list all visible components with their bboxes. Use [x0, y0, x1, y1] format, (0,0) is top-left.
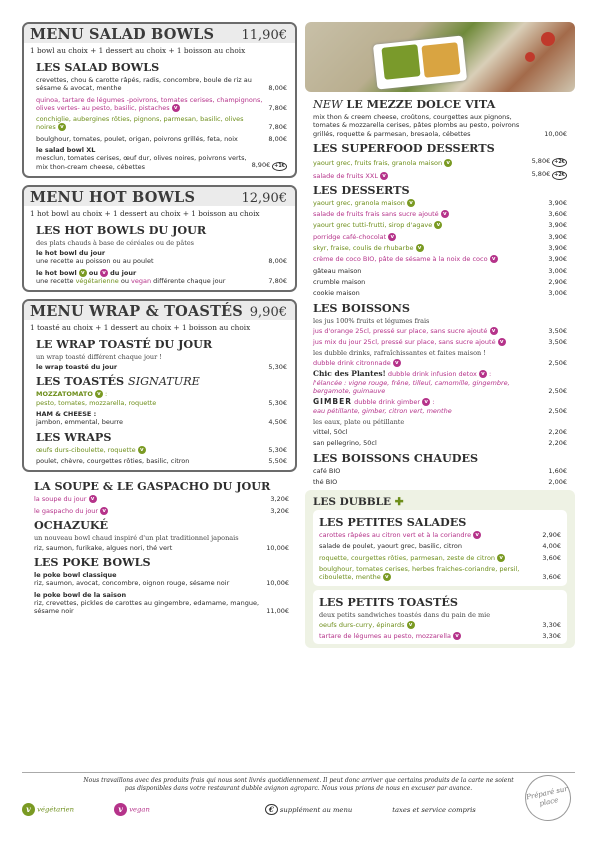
vegetarian-icon: v	[383, 573, 391, 581]
soup-heading: LA SOUPE & LE GASPACHO DU JOUR	[34, 479, 271, 494]
list-item: san pellegrino, 50cl 2,20€	[313, 439, 567, 448]
boissons-list	[313, 327, 567, 347]
list-item: jus d'orange 25cl, pressé sur place, sans sucre ajouté v 3,50€	[313, 326, 567, 335]
wrap-menu-title: MENU WRAP & TOASTÉS	[30, 303, 243, 321]
supplement-badge: +1€	[274, 163, 285, 169]
list-item: la soupe du jour v 3,20€	[34, 495, 289, 504]
list-item: salade de poulet, yaourt grec, basilic, citron 4,00€	[319, 542, 561, 551]
list-item: vittel, 50cl 2,20€	[313, 427, 567, 436]
vegan-icon: v	[473, 531, 481, 539]
list-item: tartare de légumes au pesto, mozzarella v 3,30€	[319, 631, 561, 640]
list-item: le salad bowl XL mesclun, tomates cerises, œuf dur, olives noires, poivrons verts, mix thon-cream cheese, cébettes 8,90€ +1€	[36, 146, 285, 171]
salad-menu-sub: 1 bowl au choix + 1 dessert au choix + 1 boisson au choix	[30, 46, 246, 55]
petites-salades-box	[313, 510, 567, 585]
vegetarian-icon: v	[79, 269, 87, 277]
petites-salades-list	[319, 531, 561, 581]
hot-menu-title: MENU HOT BOWLS	[30, 188, 196, 206]
list-item: dubble drink citronnade v 2,50€	[313, 359, 567, 368]
salad-heading: LES SALAD BOWLS	[36, 60, 160, 74]
petits-toastes-box	[313, 590, 567, 645]
vegan-icon: v	[498, 338, 506, 346]
list-item: jus mix du jour 25cl, pressé sur place, sans sucre ajouté v 3,50€	[313, 337, 567, 346]
list-item: le wrap toasté du jour 5,30€	[36, 363, 287, 372]
salad-photo	[305, 22, 575, 92]
supplement-badge: +2€	[554, 172, 565, 178]
list-item: poulet, chèvre, courgettes rôties, basilic, citron 5,50€	[36, 456, 287, 465]
vegan-icon: v	[490, 255, 498, 263]
list-item: café BIO 1,60€	[313, 466, 567, 475]
chic-des-plantes-logo: Chic des Plantes!	[313, 369, 386, 379]
vegan-icon: v	[422, 398, 430, 406]
list-item: le poke bowl de la saison riz, crevettes, pickles de carottes au gingembre, edamame, mangue, sésame noir 11,00€	[34, 590, 289, 616]
salad-menu-price: 11,90€	[241, 28, 287, 43]
list-item: oeufs durs-curry, épinards v 3,30€	[319, 620, 561, 629]
vegetarian-icon: v	[497, 554, 505, 562]
vegetarian-icon: v	[407, 199, 415, 207]
list-item: conchiglie, aubergines rôties, pignons, parmesan, basilic, olives noires v 7,80€	[36, 115, 287, 132]
petits-toastes-desc: deux petits sandwiches toastés dans du pain de mie	[319, 610, 491, 619]
list-item: gâteau maison 3,00€	[313, 266, 567, 275]
dubble-box	[305, 490, 575, 648]
vegan-icon: v	[490, 327, 498, 335]
hot-heading: LES HOT BOWLS DU JOUR	[36, 222, 207, 237]
mezze-heading: NEW LE MEZZE DOLCE VITA	[313, 97, 496, 111]
list-item: riz, saumon, furikake, algues nori, thé vert 10,00€	[34, 543, 289, 552]
list-item: crevettes, chou & carotte râpés, radis, concombre, boule de riz au sésame & avocat, menthe 8,00€	[36, 76, 287, 93]
gimber-logo: GIMBER	[313, 397, 353, 407]
vegan-icon: v	[479, 370, 487, 378]
salad-menu-box	[22, 22, 297, 178]
list-item: crumble maison 2,90€	[313, 277, 567, 286]
list-item: mix thon & creem cheese, croûtons, courgettes aux pignons, tomates & mozzarella cerises, pâtes plombs au pesto, poivrons grillés, roquette & parmesan, bresaola, cébettes 10,00€	[313, 113, 567, 138]
hot-menu-price: 12,90€	[241, 190, 287, 206]
plus-icon: ✚	[394, 496, 404, 509]
superfood-list	[313, 157, 567, 180]
list-item: yaourt grec, fruits frais, granola maison v 5,80€ +2€	[313, 156, 565, 167]
vegan-icon: v	[114, 803, 127, 816]
list-item: œufs durs-ciboulette, roquette v 5,30€	[36, 445, 287, 454]
desserts-heading: LES DESSERTS	[313, 182, 410, 197]
soup-section	[22, 472, 297, 615]
vegetarian-icon: v	[138, 446, 146, 454]
list-item: roquette, courgettes rôties, parmesan, zeste de citron v 3,60€	[319, 553, 561, 562]
list-item: quinoa, tartare de légumes -poivrons, tomates cerises, champignons, olives vertes- au pesto, basilic, pistaches v 7,80€	[36, 95, 287, 112]
list-item: carottes râpées au citron vert et à la coriandre v 2,90€	[319, 531, 561, 540]
dubble-title: LES DUBBLE ✚	[313, 496, 404, 509]
superfood-heading: LES SUPERFOOD DESSERTS	[313, 140, 495, 155]
petits-toastes-list	[319, 621, 561, 641]
ochazuke-desc: un nouveau bowl chaud inspiré d'un plat traditionnel japonais	[34, 533, 239, 542]
boissons-heading: LES BOISSONS	[313, 300, 410, 315]
list-item: le gaspacho du jour v 3,20€	[34, 506, 289, 515]
legend-supplement: € supplément au menu	[265, 804, 352, 815]
wrap-menu-price: 9,90€	[249, 305, 287, 321]
hot-menu-box	[22, 185, 297, 292]
vegan-icon: v	[441, 210, 449, 218]
poke-heading: LES POKE BOWLS	[34, 555, 151, 570]
list-item: yaourt grec, granola maison v 3,90€	[313, 198, 567, 207]
list-item: le hot bowl v ou v du jour une recette végétarienne ou vegan différente chaque jour 7,80€	[36, 268, 287, 285]
wrap-heading: LE WRAP TOASTÉ DU JOUR	[36, 337, 213, 352]
vegan-icon: v	[89, 495, 97, 503]
list-item: salade de fruits XXL v 5,80€ +2€	[313, 169, 565, 180]
wrap-desc: un wrap toasté différent chaque jour !	[36, 353, 162, 362]
desserts-list	[313, 199, 567, 298]
toastes-heading: LES TOASTÉS SIGNATURE	[36, 374, 200, 389]
list-item: yaourt grec tutti-frutti, sirop d'agave v 3,90€	[313, 221, 567, 230]
petits-toastes-heading: LES PETITS TOASTÉS	[319, 594, 458, 609]
vegan-icon: v	[380, 172, 388, 180]
supplement-badge: +2€	[554, 159, 565, 165]
list-item: crème de coco BIO, pâte de sésame à la noix de coco v 3,90€	[313, 255, 567, 264]
list-item: GIMBER dubble drink gimber v : eau pétillante, gimber, citron vert, menthe 2,50€	[313, 397, 567, 415]
prepare-sur-place-stamp: Préparé sur place	[521, 771, 576, 826]
vegan-icon: v	[388, 233, 396, 241]
vegan-icon: v	[100, 269, 108, 277]
hot-desc: des plats chauds à base de céréales ou de pâtes	[36, 238, 195, 247]
vegetarian-icon: v	[95, 390, 103, 398]
list-item: le hot bowl du jour une recette au poisson ou au poulet 8,00€	[36, 248, 287, 266]
dubble-drinks-desc: les dubble drinks, rafraîchissantes et faites maison !	[313, 349, 486, 358]
vegan-icon: v	[100, 507, 108, 515]
vegetarian-icon: v	[58, 123, 66, 131]
vegetarian-icon: v	[434, 221, 442, 229]
list-item: boulghour, tomates cerises, herbes fraiches-coriandre, persil, ciboulette, menthe v 3,60€	[319, 565, 561, 582]
vegan-icon: v	[453, 632, 461, 640]
footer-note: Nous travaillons avec des produits frais qui nous sont livrés quotidiennement. Il peut donc arriver que certains produits de la carte ne soient pas disponibles dans votre restaurant dubble avignon agroparc. Nous vous prions de nous en excuser par avance.	[83, 777, 514, 792]
legend-taxes: taxes et service compris	[392, 805, 476, 814]
petites-salades-heading: LES PETITES SALADES	[319, 515, 467, 530]
legend-vegetarian: v végétarien	[22, 803, 74, 816]
legend-vegan: v vegan	[114, 803, 150, 816]
wrap-menu-sub: 1 toasté au choix + 1 dessert au choix + 1 boisson au choix	[30, 323, 251, 333]
vegetarian-icon: v	[407, 621, 415, 629]
list-item: porridge café-chocolat v 3,90€	[313, 232, 567, 241]
vegetarian-icon: v	[416, 244, 424, 252]
list-item: le poke bowl classique riz, saumon, avocat, concombre, oignon rouge, sésame noir 10,00€	[34, 571, 289, 588]
wrap-menu-box	[22, 299, 297, 472]
wraps-heading: LES WRAPS	[36, 429, 112, 444]
euro-icon: €	[265, 804, 278, 815]
ochazuke-heading: OCHAZUKÉ	[34, 517, 109, 532]
list-item: cookie maison 3,00€	[313, 289, 567, 298]
footer	[22, 772, 575, 816]
hot-menu-sub: 1 hot bowl au choix + 1 dessert au choix + 1 boisson au choix	[30, 208, 260, 218]
list-item: MOZZATOMATO v : pesto, tomates, mozzarella, roquette 5,30€	[36, 390, 287, 407]
list-item: salade de fruits frais sans sucre ajouté v 3,60€	[313, 210, 567, 219]
salad-list	[36, 76, 287, 171]
eaux-desc: les eaux, plate ou pétillante	[313, 417, 405, 426]
list-item: HAM & CHEESE : jambon, emmental, beurre 4,50€	[36, 410, 287, 427]
vegan-icon: v	[172, 104, 180, 112]
vegetarian-icon: v	[22, 803, 35, 816]
boissons-chaudes-heading: LES BOISSONS CHAUDES	[313, 450, 479, 465]
list-item: Chic des Plantes! dubble drink infusion detox v : l'élancée : vigne rouge, frêne, tilleul, camomille, gingembre, bergamote, guimauve 2,50€	[313, 369, 567, 396]
salad-menu-title: MENU SALAD BOWLS	[30, 26, 215, 43]
vegetarian-icon: v	[444, 159, 452, 167]
vegan-icon: v	[393, 359, 401, 367]
list-item: thé BIO 2,00€	[313, 477, 567, 486]
boissons-desc: les jus 100% fruits et légumes frais	[313, 316, 430, 325]
list-item: boulghour, tomates, poulet, origan, poivrons grillés, feta, noix 8,00€	[36, 134, 287, 143]
list-item: skyr, fraise, coulis de rhubarbe v 3,90€	[313, 244, 567, 253]
